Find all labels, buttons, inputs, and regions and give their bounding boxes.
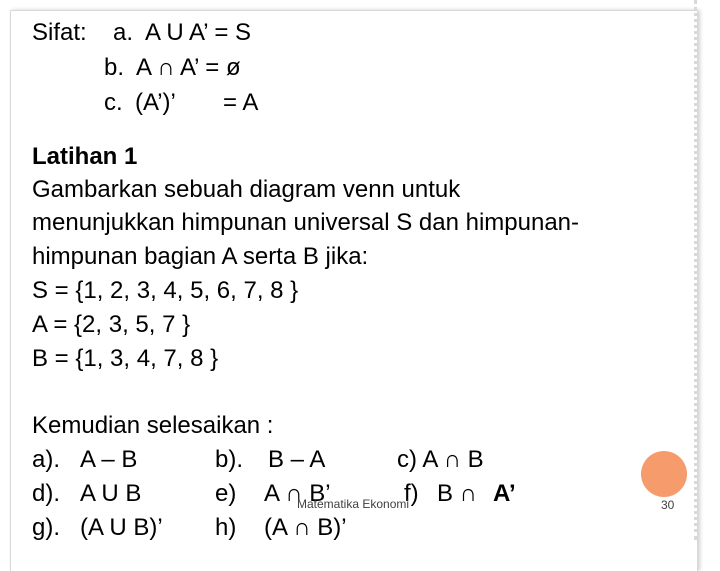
set-b: B = {1, 3, 4, 7, 8 } bbox=[32, 345, 219, 372]
task-f-emphasis: A’ bbox=[493, 480, 516, 507]
task-e-label: e) bbox=[215, 480, 237, 507]
task-e-expression: A ∩ B’ bbox=[264, 480, 331, 507]
property-b-expression: A ∩ A’ = ø bbox=[136, 54, 241, 81]
property-c-letter: c. bbox=[104, 89, 123, 116]
property-b-letter: b. bbox=[104, 54, 125, 81]
set-s: S = {1, 2, 3, 4, 5, 6, 7, 8 } bbox=[32, 277, 299, 304]
orange-circle-decoration bbox=[641, 451, 687, 497]
exercise-line: himpunan bagian A serta B jika: bbox=[32, 243, 369, 270]
task-h-label: h) bbox=[215, 514, 237, 541]
exercise-title: Latihan 1 bbox=[32, 143, 138, 170]
task-g-expression: (A U B)’ bbox=[80, 514, 163, 541]
task-b-expression: B – A bbox=[268, 446, 326, 473]
task-c: c) A ∩ B bbox=[397, 446, 484, 473]
task-f-label: f) bbox=[404, 480, 419, 507]
property-c-expression: (A’)’ bbox=[135, 89, 176, 116]
property-a-letter: a. bbox=[113, 19, 134, 46]
set-a: A = {2, 3, 5, 7 } bbox=[32, 311, 191, 338]
tasks-intro: Kemudian selesaikan : bbox=[32, 412, 274, 439]
property-c-result: = A bbox=[223, 89, 259, 116]
exercise-line: menunjukkan himpunan universal S dan himpunan- bbox=[32, 209, 580, 236]
dotted-rule bbox=[694, 0, 697, 540]
footer-course: Matematika Ekonomi bbox=[297, 497, 410, 511]
property-a-expression: A U A’ = S bbox=[145, 19, 252, 46]
task-g-label: g). bbox=[32, 514, 61, 541]
properties-label: Sifat: bbox=[32, 19, 87, 46]
task-b-label: b). bbox=[215, 446, 244, 473]
task-d-label: d). bbox=[32, 480, 61, 507]
task-a-expression: A – B bbox=[80, 446, 138, 473]
page-number: 30 bbox=[661, 498, 675, 512]
task-f-expression: B ∩ bbox=[437, 480, 484, 507]
task-h-expression: (A ∩ B)’ bbox=[264, 514, 347, 541]
task-a-label: a). bbox=[32, 446, 61, 473]
task-d-expression: A U B bbox=[80, 480, 142, 507]
exercise-line: Gambarkan sebuah diagram venn untuk bbox=[32, 176, 461, 203]
